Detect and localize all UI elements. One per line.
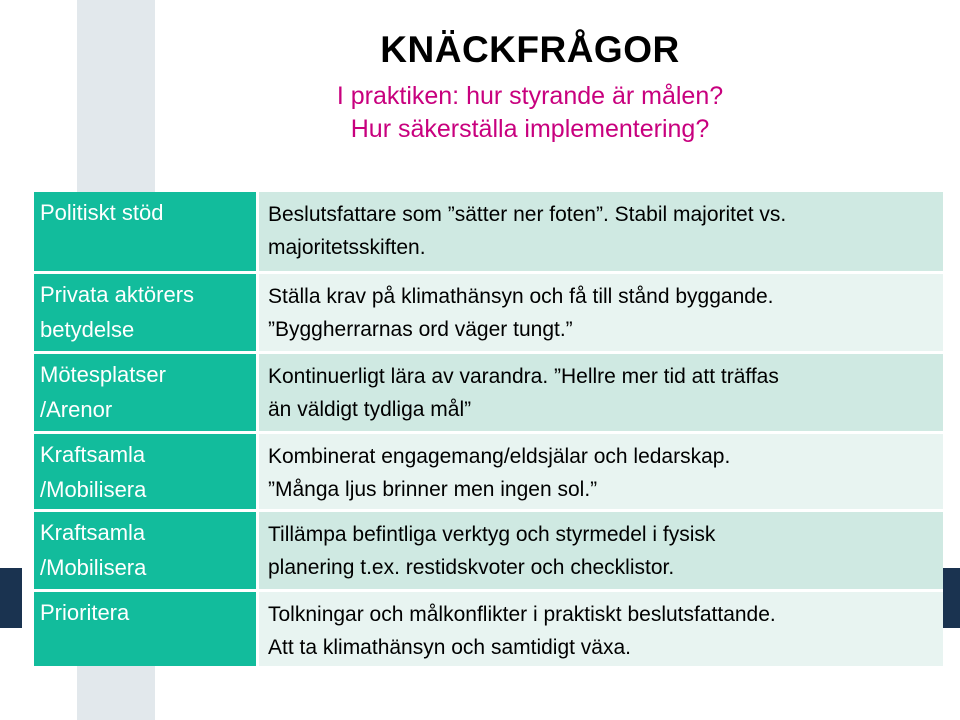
row-label-line: /Mobilisera [40, 477, 147, 502]
row-text-cell [259, 512, 943, 589]
subtitle-line-1: I praktiken: hur styrande är målen? [336, 82, 724, 110]
row-text-line: Kontinuerligt lära av varandra. ”Hellre mer tid att träffas [268, 365, 779, 388]
row-label-line: /Mobilisera [40, 555, 147, 580]
row-text-line: Tillämpa befintliga verktyg och styrmedel i fysisk [268, 523, 716, 546]
row-text-line: Kombinerat engagemang/eldsjälar och ledarskap. [268, 445, 731, 468]
row-text-line: Beslutsfattare som ”sätter ner foten”. Stabil majoritet vs. [268, 203, 787, 226]
row-text-cell [259, 274, 943, 351]
table-row [34, 512, 943, 589]
row-text-line: ”Byggherrarnas ord väger tungt.” [268, 318, 573, 341]
row-label-cell [34, 434, 256, 509]
table-row [34, 274, 943, 351]
slide-subtitle [250, 80, 810, 146]
row-text-line: än väldigt tydliga mål” [268, 398, 472, 421]
table-row [34, 354, 943, 431]
row-label-cell [34, 592, 256, 666]
table-row [34, 592, 943, 666]
row-text-cell [259, 354, 943, 431]
row-text-line: majoritetsskiften. [268, 236, 426, 259]
row-label-line: betydelse [40, 317, 135, 342]
row-text-line: planering t.ex. restidskvoter och checklistor. [268, 556, 675, 579]
row-text-cell [259, 434, 943, 509]
row-label-cell [34, 274, 256, 351]
subtitle-line-2: Hur säkerställa implementering? [350, 115, 710, 143]
table-row [34, 192, 943, 271]
left-edge-marker [0, 568, 22, 628]
row-label-line: Kraftsamla [40, 520, 146, 545]
row-text-line: Tolkningar och målkonflikter i praktiskt beslutsfattande. [268, 603, 776, 626]
row-label-line: Prioritera [40, 600, 130, 625]
row-label-line: Mötesplatser [40, 362, 166, 387]
row-text-cell [259, 192, 943, 271]
row-label-cell [34, 512, 256, 589]
row-label-line: /Arenor [40, 397, 113, 422]
slide-title: KNÄCKFRÅGOR [380, 29, 680, 70]
row-text-line: ”Många ljus brinner men ingen sol.” [268, 478, 598, 501]
row-label-line: Kraftsamla [40, 442, 146, 467]
row-label-cell [34, 354, 256, 431]
row-text-line: Ställa krav på klimathänsyn och få till stånd byggande. [268, 285, 774, 308]
row-label-cell [34, 192, 256, 271]
row-text-line: Att ta klimathänsyn och samtidigt växa. [268, 636, 631, 659]
row-label-line: Politiskt stöd [40, 200, 164, 225]
challenges-table [34, 192, 943, 666]
row-label-line: Privata aktörers [40, 282, 195, 307]
table-row [34, 434, 943, 509]
row-text-cell [259, 592, 943, 666]
